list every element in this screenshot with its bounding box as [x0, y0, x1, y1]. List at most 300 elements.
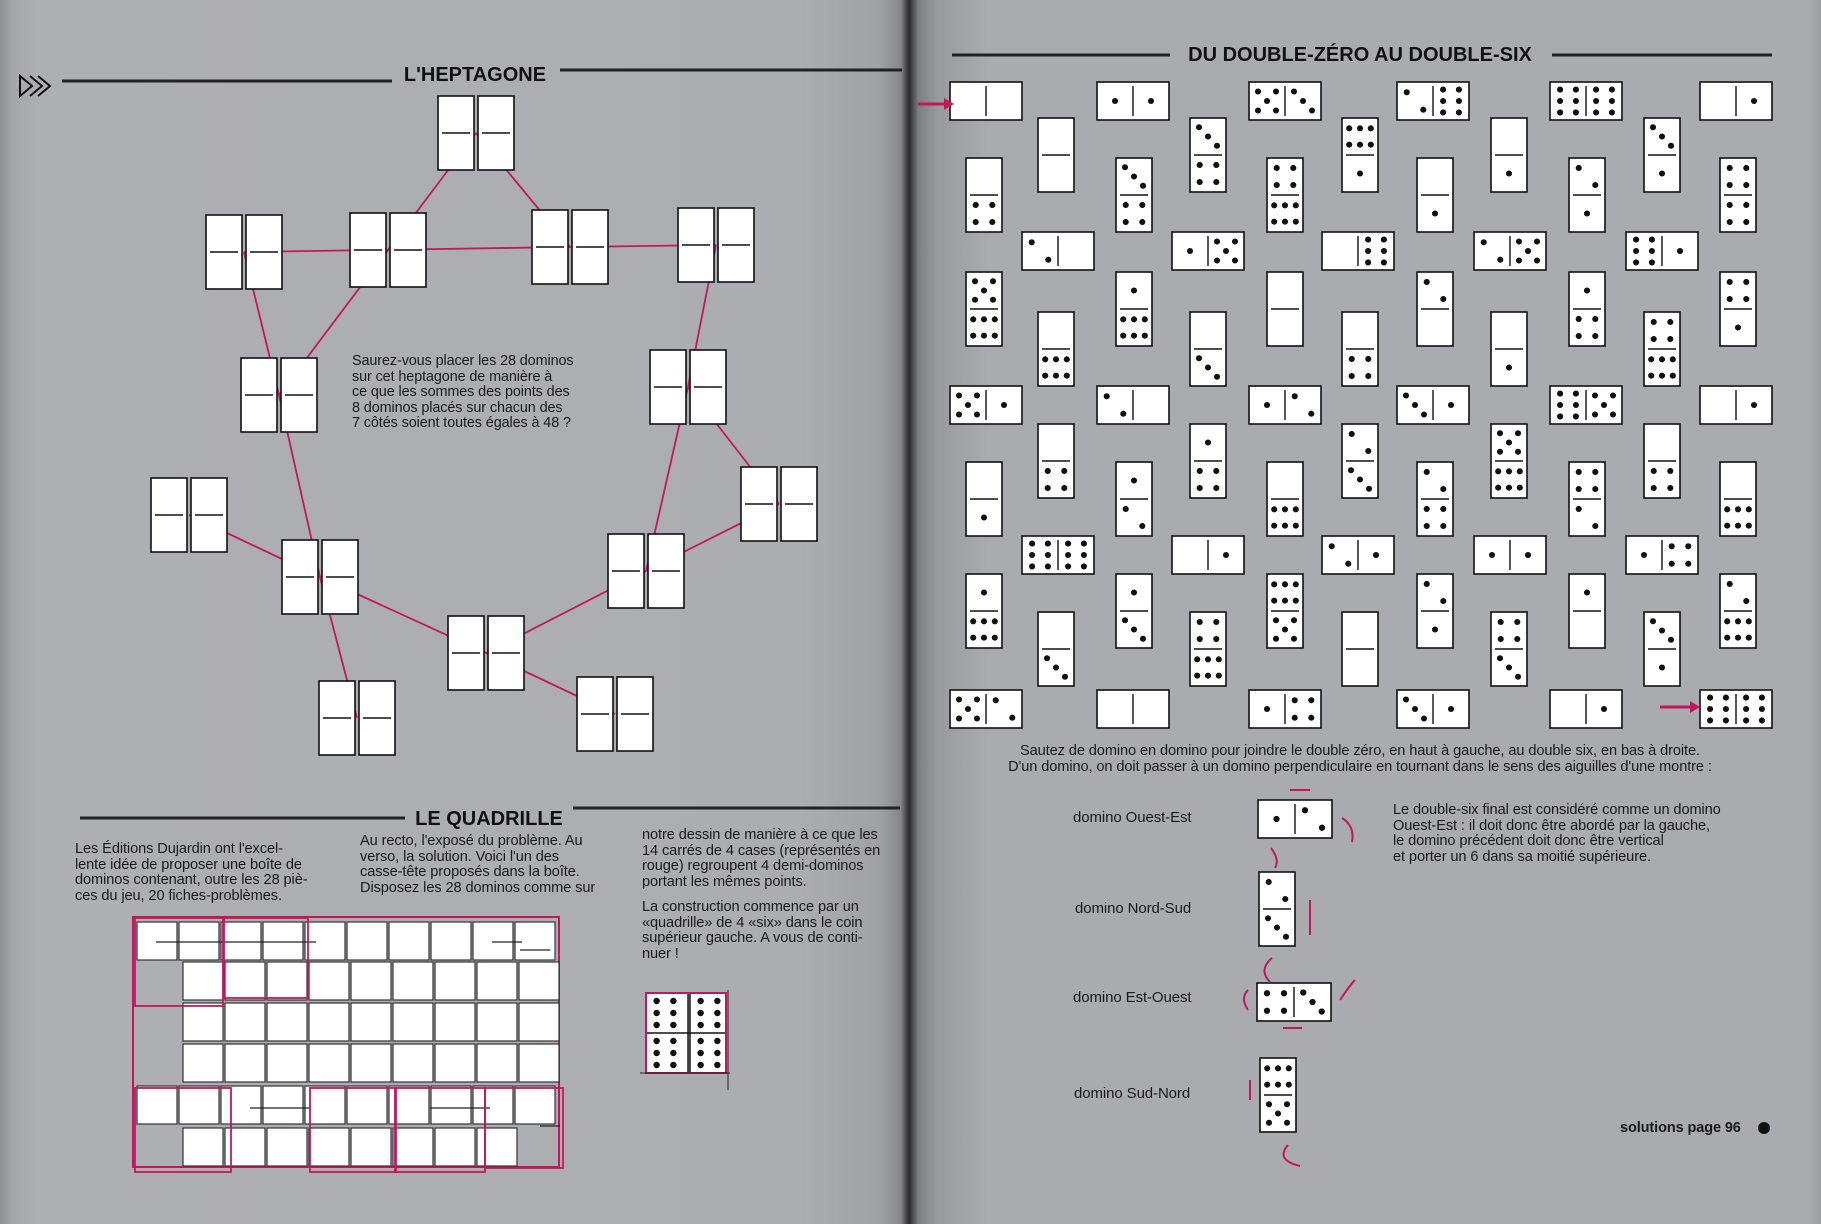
domino-pip	[1659, 170, 1665, 176]
maze-domino	[1022, 536, 1094, 574]
domino-pip	[1275, 1065, 1281, 1071]
maze-domino	[1626, 536, 1698, 574]
maze-domino	[1644, 312, 1680, 386]
domino-pip	[1669, 561, 1675, 567]
maze-domino	[1720, 574, 1756, 648]
legend-domino-ouest-est	[1258, 800, 1332, 838]
domino-pip	[1648, 356, 1654, 362]
domino-pip	[1274, 182, 1280, 188]
domino-pip	[1264, 990, 1270, 996]
domino-pip	[1576, 333, 1582, 339]
domino-pip	[1357, 476, 1363, 482]
domino-pip	[1592, 182, 1598, 188]
domino-pip	[1677, 248, 1683, 254]
domino-pip	[1576, 316, 1582, 322]
domino-pip	[1045, 468, 1051, 474]
domino-pip	[1300, 98, 1306, 104]
legend-arrow	[1340, 980, 1355, 1000]
domino-pip	[1727, 279, 1733, 285]
domino-pip	[1081, 541, 1087, 547]
domino-pip	[1576, 469, 1582, 475]
domino-pip	[1365, 356, 1371, 362]
domino-pip	[1404, 89, 1410, 95]
domino-pip	[1284, 1120, 1290, 1126]
domino-pip	[1670, 373, 1676, 379]
domino-pip	[1197, 485, 1203, 491]
domino-pip	[1489, 552, 1495, 558]
maze-domino	[966, 272, 1002, 346]
domino-pip	[1120, 316, 1126, 322]
domino-pip	[1497, 257, 1503, 263]
maze-domino	[1626, 232, 1698, 270]
domino-pip	[1197, 619, 1203, 625]
domino-pip	[1266, 1120, 1272, 1126]
domino-pip	[1746, 635, 1752, 641]
domino-pip	[1514, 636, 1520, 642]
domino-pip	[1743, 279, 1749, 285]
domino-pip	[1592, 523, 1598, 529]
domino-pip	[965, 402, 971, 408]
domino-pip	[1506, 468, 1512, 474]
domino-pip	[1349, 431, 1355, 437]
domino-pip	[1481, 239, 1487, 245]
maze-domino	[1644, 612, 1680, 686]
domino-pip	[1727, 219, 1733, 225]
domino-pip	[981, 589, 987, 595]
domino-pip	[1273, 816, 1279, 822]
domino-pip	[1573, 109, 1579, 115]
domino-pip	[1506, 485, 1512, 491]
domino-pip	[1649, 237, 1655, 243]
maze-domino	[1491, 312, 1527, 386]
domino-pip	[1495, 485, 1501, 491]
domino-pip	[1292, 697, 1298, 703]
domino-pip	[1293, 598, 1299, 604]
domino-pip	[1381, 248, 1387, 254]
maze-domino	[1720, 462, 1756, 536]
domino-pip	[1641, 552, 1647, 558]
domino-pip	[1601, 402, 1607, 408]
domino-pip	[1424, 469, 1430, 475]
domino-pip	[1751, 402, 1757, 408]
domino-pip	[1759, 706, 1765, 712]
maze-domino	[1342, 424, 1378, 498]
domino-pip	[990, 297, 996, 303]
domino-pip	[956, 392, 962, 398]
domino-pip	[1525, 552, 1531, 558]
domino-pip	[1746, 618, 1752, 624]
domino-pip	[1667, 319, 1673, 325]
legend-arrow	[1342, 818, 1353, 842]
domino-pip	[1557, 391, 1563, 397]
domino-pip	[1045, 485, 1051, 491]
maze-domino	[1116, 158, 1152, 232]
domino-pip	[1045, 257, 1051, 263]
domino-pip	[1029, 552, 1035, 558]
domino-pip	[1290, 182, 1296, 188]
domino-pip	[1516, 257, 1522, 263]
maze-domino	[1190, 118, 1226, 192]
domino-pip	[1573, 402, 1579, 408]
domino-pip	[1292, 393, 1298, 399]
domino-pip	[1275, 1082, 1281, 1088]
domino-pip	[1743, 219, 1749, 225]
domino-pip	[974, 696, 980, 702]
domino-pip	[1365, 373, 1371, 379]
maze-domino	[1417, 462, 1453, 536]
maze-domino	[1550, 82, 1622, 120]
domino-pip	[1592, 469, 1598, 475]
domino-pip	[1329, 543, 1335, 549]
domino-pip	[970, 635, 976, 641]
domino-pip	[1286, 1065, 1292, 1071]
domino-pip	[1214, 374, 1220, 380]
domino-pip	[1214, 257, 1220, 263]
domino-pip	[1205, 133, 1211, 139]
domino-pip	[1274, 165, 1280, 171]
domino-pip	[970, 316, 976, 322]
maze-domino	[1097, 690, 1169, 728]
domino-pip	[1273, 107, 1279, 113]
domino-pip	[1667, 468, 1673, 474]
maze-domino	[1569, 574, 1605, 648]
domino-pip	[1140, 636, 1146, 642]
maze-domino	[1190, 312, 1226, 386]
domino-pip	[1264, 402, 1270, 408]
domino-pip	[1498, 619, 1504, 625]
domino-pip	[1290, 165, 1296, 171]
domino-pip	[1440, 87, 1446, 93]
bullet-dot	[1758, 1122, 1770, 1134]
domino-pip	[1273, 636, 1279, 642]
domino-pip	[1271, 506, 1277, 512]
domino-pip	[965, 706, 971, 712]
maze-domino	[1116, 462, 1152, 536]
domino-pip	[1584, 287, 1590, 293]
maze-domino	[1417, 272, 1453, 346]
domino-pip	[1273, 617, 1279, 623]
domino-pip	[1042, 373, 1048, 379]
domino-pip	[1142, 316, 1148, 322]
legend-arrow	[1271, 848, 1277, 868]
domino-pip	[1123, 506, 1129, 512]
domino-pip	[1593, 109, 1599, 115]
legend-ouest-est: domino Ouest-Est	[1073, 809, 1192, 826]
maze-domino	[950, 386, 1022, 424]
domino-pip	[1576, 165, 1582, 171]
domino-pip	[1346, 142, 1352, 148]
domino-pip	[1061, 468, 1067, 474]
domino-pip	[1001, 402, 1007, 408]
domino-pip	[1293, 523, 1299, 529]
domino-pip	[1659, 356, 1665, 362]
domino-pip	[1633, 248, 1639, 254]
maze-domino	[966, 158, 1002, 232]
domino-pip	[1727, 581, 1733, 587]
domino-pip	[1282, 581, 1288, 587]
domino-pip	[1593, 98, 1599, 104]
domino-pip	[1064, 356, 1070, 362]
domino-pip	[1357, 125, 1363, 131]
domino-pip	[1214, 143, 1220, 149]
domino-pip	[1440, 523, 1446, 529]
domino-pip	[993, 697, 999, 703]
domino-pip	[1065, 552, 1071, 558]
domino-pip	[981, 316, 987, 322]
domino-pip	[1743, 706, 1749, 712]
domino-pip	[1131, 589, 1137, 595]
domino-pip	[1081, 552, 1087, 558]
domino-pip	[1282, 896, 1288, 902]
legend-est-ouest: domino Est-Ouest	[1073, 989, 1192, 1006]
domino-pip	[1497, 430, 1503, 436]
domino-pip	[1743, 165, 1749, 171]
domino-pip	[1724, 506, 1730, 512]
quadrille-col1: Les Éditions Dujardin ont l'excel- lente idée de proposer une boîte de dominos contenant, outre les 28 piè- ces du jeu, 20 fiches-problèmes.	[75, 841, 308, 904]
domino-pip	[1282, 523, 1288, 529]
domino-pip	[1667, 336, 1673, 342]
domino-pip	[1282, 506, 1288, 512]
domino-pip	[1707, 706, 1713, 712]
maze-domino	[1116, 272, 1152, 346]
domino-pip	[1365, 237, 1371, 243]
domino-pip	[1266, 879, 1272, 885]
maze-domino	[1172, 536, 1244, 574]
domino-pip	[1424, 506, 1430, 512]
domino-pip	[1275, 1110, 1281, 1116]
domino-pip	[1667, 485, 1673, 491]
quadrille-col3a: notre dessin de manière à ce que les 14 carrés de 4 cases (représentés en rouge) regroupent 4 demi-dominos portant les mêmes points.	[642, 827, 881, 890]
domino-pip	[1045, 541, 1051, 547]
domino-pip	[1573, 391, 1579, 397]
domino-pip	[1685, 543, 1691, 549]
domino-pip	[1197, 162, 1203, 168]
domino-pip	[1381, 237, 1387, 243]
domino-pip	[1659, 133, 1665, 139]
domino-pip	[1743, 695, 1749, 701]
maze-domino	[950, 82, 1022, 120]
domino-pip	[1592, 411, 1598, 417]
maze-domino	[1190, 424, 1226, 498]
domino-pip	[1593, 87, 1599, 93]
domino-pip	[1517, 485, 1523, 491]
maze-domino	[1397, 386, 1469, 424]
domino-pip	[1557, 98, 1563, 104]
domino-pip	[992, 333, 998, 339]
domino-pip	[1365, 248, 1371, 254]
domino-pip	[1205, 439, 1211, 445]
domino-pip	[1044, 655, 1050, 661]
domino-pip	[1293, 506, 1299, 512]
domino-pip	[1723, 717, 1729, 723]
domino-pip	[1759, 695, 1765, 701]
domino-pip	[1131, 477, 1137, 483]
domino-pip	[972, 297, 978, 303]
domino-pip	[1368, 125, 1374, 131]
maze-domino	[1097, 386, 1169, 424]
domino-pip	[1197, 179, 1203, 185]
maze-domino	[1038, 612, 1074, 686]
domino-pip	[1029, 541, 1035, 547]
quadrille-col2: Au recto, l'exposé du problème. Au verso, la solution. Voici l'un des casse-tête proposés dans la boîte. Disposez les 28 dominos comme sur	[360, 833, 596, 896]
domino-pip	[1346, 125, 1352, 131]
maze-domino	[1569, 462, 1605, 536]
domino-pip	[1197, 468, 1203, 474]
domino-pip	[1727, 202, 1733, 208]
domino-pip	[1648, 373, 1654, 379]
maze-domino	[1644, 424, 1680, 498]
maze-domino	[1342, 612, 1378, 686]
domino-pip	[992, 316, 998, 322]
maze-domino	[1491, 118, 1527, 192]
domino-pip	[1065, 541, 1071, 547]
domino-pip	[1308, 697, 1314, 703]
domino-pip	[1271, 202, 1277, 208]
domino-pip	[1609, 98, 1615, 104]
domino-pip	[1081, 563, 1087, 569]
maze-domino	[1249, 386, 1321, 424]
maze-domino	[1249, 82, 1321, 120]
domino-pip	[989, 219, 995, 225]
maze-domino	[1550, 690, 1622, 728]
legend-arrow	[1244, 990, 1248, 1010]
domino-pip	[970, 618, 976, 624]
domino-pip	[973, 219, 979, 225]
domino-pip	[1601, 706, 1607, 712]
domino-pip	[1284, 1101, 1290, 1107]
domino-pip	[1440, 98, 1446, 104]
domino-pip	[1213, 179, 1219, 185]
maze-domino	[950, 690, 1022, 728]
legend-arrow	[1264, 958, 1272, 982]
domino-pip	[1576, 486, 1582, 492]
domino-pip	[1727, 296, 1733, 302]
domino-pip	[1506, 170, 1512, 176]
maze-instructions: Sautez de domino en domino pour joindre le double zéro, en haut à gauche, au double six, en bas à droite. D'un domino, on doit passer à un domino perpendiculaire en tournant dans le sens des aiguilles d'une montre :	[1008, 743, 1712, 775]
domino-pip	[1735, 618, 1741, 624]
maze-domino	[1720, 272, 1756, 346]
domino-pip	[1264, 706, 1270, 712]
domino-pip	[1557, 109, 1563, 115]
domino-pip	[1264, 1082, 1270, 1088]
legend-domino-est-ouest	[1257, 983, 1331, 1021]
domino-pip	[1009, 715, 1015, 721]
domino-pip	[1440, 506, 1446, 512]
domino-pip	[1557, 413, 1563, 419]
domino-pip	[1584, 210, 1590, 216]
maze-domino	[1342, 118, 1378, 192]
domino-pip	[1557, 87, 1563, 93]
domino-pip	[1282, 219, 1288, 225]
domino-pip	[1421, 411, 1427, 417]
domino-pip	[1131, 287, 1137, 293]
domino-pip	[1735, 523, 1741, 529]
maze-domino	[1397, 82, 1469, 120]
legend-nord-sud: domino Nord-Sud	[1075, 900, 1192, 917]
domino-pip	[972, 278, 978, 284]
maze-domino	[1342, 312, 1378, 386]
legend-sud-nord: domino Sud-Nord	[1074, 1085, 1191, 1102]
domino-pip	[1357, 142, 1363, 148]
domino-pip	[1293, 219, 1299, 225]
domino-pip	[1216, 673, 1222, 679]
domino-pip	[1584, 589, 1590, 595]
domino-pip	[1609, 109, 1615, 115]
maze-domino	[1038, 118, 1074, 192]
domino-pip	[1633, 259, 1639, 265]
maze-domino	[1267, 272, 1303, 346]
maze-domino	[1700, 82, 1772, 120]
domino-pip	[1282, 202, 1288, 208]
domino-pip	[1216, 656, 1222, 662]
domino-pip	[1659, 373, 1665, 379]
maze-domino	[1172, 232, 1244, 270]
domino-pip	[1735, 635, 1741, 641]
domino-pip	[1131, 316, 1137, 322]
domino-pip	[1271, 523, 1277, 529]
domino-pip	[1365, 448, 1371, 454]
domino-pip	[1592, 392, 1598, 398]
domino-pip	[1045, 563, 1051, 569]
heptagone-title: L'HEPTAGONE	[403, 64, 547, 86]
maze-domino	[1038, 312, 1074, 386]
domino-pip	[990, 278, 996, 284]
domino-pip	[1139, 219, 1145, 225]
domino-pip	[1592, 333, 1598, 339]
domino-pip	[1194, 656, 1200, 662]
domino-pip	[1104, 393, 1110, 399]
domino-pip	[1743, 717, 1749, 723]
domino-pip	[1122, 617, 1128, 623]
domino-pip	[1746, 523, 1752, 529]
domino-pip	[1194, 673, 1200, 679]
domino-pip	[1123, 202, 1129, 208]
domino-pip	[1440, 109, 1446, 115]
domino-pip	[1506, 364, 1512, 370]
domino-pip	[1746, 506, 1752, 512]
domino-pip	[1281, 990, 1287, 996]
maze-domino	[1249, 690, 1321, 728]
domino-pip	[1651, 319, 1657, 325]
domino-pip	[1651, 336, 1657, 342]
domino-pip	[1061, 485, 1067, 491]
solutions-footer: solutions page 96	[1620, 1120, 1741, 1136]
domino-pip	[1319, 1008, 1325, 1014]
domino-pip	[1650, 618, 1656, 624]
domino-maze	[918, 82, 1772, 728]
domino-pip	[974, 411, 980, 417]
domino-pip	[981, 333, 987, 339]
domino-pip	[1670, 356, 1676, 362]
maze-domino	[1022, 232, 1094, 270]
domino-pip	[1515, 430, 1521, 436]
domino-pip	[1515, 674, 1521, 680]
domino-pip	[1271, 581, 1277, 587]
domino-pip	[956, 715, 962, 721]
domino-pip	[1497, 449, 1503, 455]
domino-pip	[1308, 411, 1314, 417]
domino-pip	[1309, 107, 1315, 113]
maze-domino	[1491, 612, 1527, 686]
domino-pip	[1610, 411, 1616, 417]
domino-pip	[1440, 486, 1446, 492]
domino-pip	[1282, 626, 1288, 632]
domino-pip	[1495, 468, 1501, 474]
domino-pip	[1053, 373, 1059, 379]
domino-pip	[1727, 165, 1733, 171]
domino-pip	[1148, 98, 1154, 104]
domino-pip	[1213, 636, 1219, 642]
